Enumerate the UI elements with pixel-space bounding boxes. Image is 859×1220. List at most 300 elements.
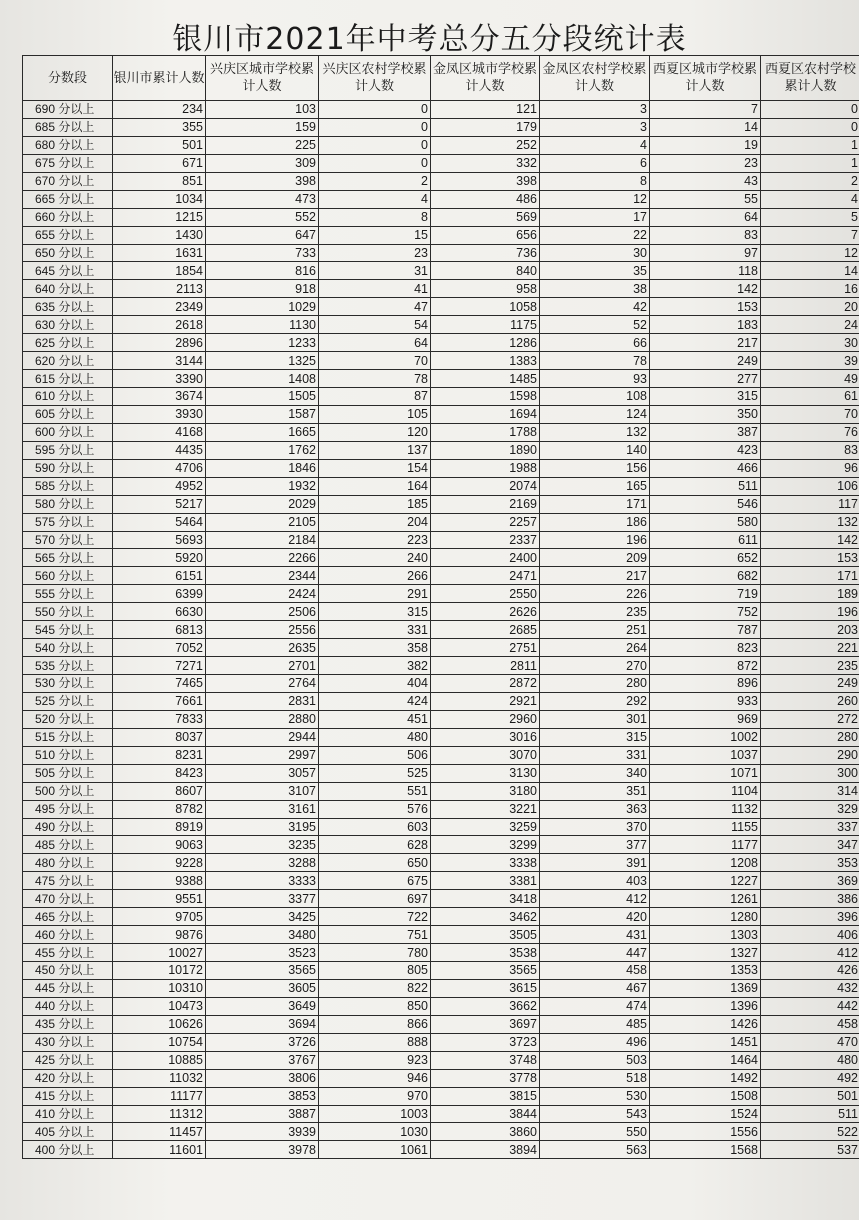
yinchuan-total-cell: 3144: [113, 352, 206, 370]
table-row: [23, 316, 859, 334]
jinfeng-rural-cell: 8: [540, 172, 650, 190]
table-row: [23, 101, 859, 119]
jinfeng-rural-cell: 485: [540, 1015, 650, 1033]
yinchuan-total-cell: 8607: [113, 782, 206, 800]
jinfeng-urban-cell: 2626: [431, 603, 540, 621]
xixia-rural-cell: 337: [761, 818, 859, 836]
jinfeng-rural-cell: 132: [540, 423, 650, 441]
xingqing-urban-cell: 2424: [206, 585, 319, 603]
table-row: [23, 370, 859, 388]
xixia-rural-cell: 235: [761, 657, 859, 675]
score-range-cell: 620 分以上: [23, 352, 113, 370]
table-row: [23, 423, 859, 441]
table-body: [23, 101, 859, 1159]
xingqing-urban-cell: 1325: [206, 352, 319, 370]
jinfeng-urban-cell: 3662: [431, 997, 540, 1015]
score-range-cell: 660 分以上: [23, 208, 113, 226]
xingqing-rural-cell: 822: [319, 979, 431, 997]
table-row: [23, 441, 859, 459]
xixia-rural-cell: 171: [761, 567, 859, 585]
yinchuan-total-cell: 3930: [113, 405, 206, 423]
score-range-cell: 560 分以上: [23, 567, 113, 585]
xixia-urban-cell: 183: [650, 316, 761, 334]
score-range-cell: 555 分以上: [23, 585, 113, 603]
jinfeng-urban-cell: 3723: [431, 1033, 540, 1051]
xixia-rural-cell: 221: [761, 639, 859, 657]
table-row: [23, 352, 859, 370]
xingqing-rural-cell: 780: [319, 944, 431, 962]
score-range-cell: 480 分以上: [23, 854, 113, 872]
score-range-cell: 450 分以上: [23, 962, 113, 980]
xixia-urban-cell: 1464: [650, 1051, 761, 1069]
score-range-cell: 535 分以上: [23, 657, 113, 675]
score-range-cell: 545 分以上: [23, 621, 113, 639]
xixia-rural-cell: 106: [761, 477, 859, 495]
xixia-urban-cell: 249: [650, 352, 761, 370]
jinfeng-rural-cell: 331: [540, 746, 650, 764]
xixia-urban-cell: 315: [650, 388, 761, 406]
table-row: [23, 639, 859, 657]
xingqing-urban-cell: 647: [206, 226, 319, 244]
xingqing-urban-cell: 3523: [206, 944, 319, 962]
jinfeng-rural-cell: 503: [540, 1051, 650, 1069]
score-range-cell: 485 分以上: [23, 836, 113, 854]
jinfeng-urban-cell: 2400: [431, 549, 540, 567]
xingqing-rural-cell: 2: [319, 172, 431, 190]
score-range-cell: 610 分以上: [23, 388, 113, 406]
table-row: [23, 1141, 859, 1159]
jinfeng-rural-cell: 431: [540, 926, 650, 944]
xingqing-rural-cell: 204: [319, 513, 431, 531]
jinfeng-rural-cell: 124: [540, 405, 650, 423]
jinfeng-urban-cell: 2257: [431, 513, 540, 531]
header-xingqing-urban: 兴庆区城市学校累计人数: [206, 56, 319, 101]
jinfeng-rural-cell: 108: [540, 388, 650, 406]
score-range-cell: 490 分以上: [23, 818, 113, 836]
jinfeng-rural-cell: 217: [540, 567, 650, 585]
xingqing-rural-cell: 64: [319, 334, 431, 352]
jinfeng-urban-cell: 3180: [431, 782, 540, 800]
xixia-rural-cell: 386: [761, 890, 859, 908]
xingqing-rural-cell: 923: [319, 1051, 431, 1069]
yinchuan-total-cell: 7271: [113, 657, 206, 675]
xixia-rural-cell: 14: [761, 262, 859, 280]
score-range-cell: 540 分以上: [23, 639, 113, 657]
xingqing-rural-cell: 805: [319, 962, 431, 980]
xingqing-urban-cell: 2764: [206, 675, 319, 693]
xixia-urban-cell: 1280: [650, 908, 761, 926]
jinfeng-rural-cell: 3: [540, 101, 650, 119]
xingqing-urban-cell: 552: [206, 208, 319, 226]
table-row: [23, 782, 859, 800]
jinfeng-rural-cell: 171: [540, 495, 650, 513]
jinfeng-urban-cell: 3462: [431, 908, 540, 926]
table-row: [23, 118, 859, 136]
jinfeng-rural-cell: 391: [540, 854, 650, 872]
score-range-cell: 405 分以上: [23, 1123, 113, 1141]
jinfeng-rural-cell: 340: [540, 764, 650, 782]
xingqing-urban-cell: 3978: [206, 1141, 319, 1159]
table-row: [23, 818, 859, 836]
table-row: [23, 531, 859, 549]
jinfeng-urban-cell: 3894: [431, 1141, 540, 1159]
jinfeng-rural-cell: 12: [540, 190, 650, 208]
jinfeng-urban-cell: 3418: [431, 890, 540, 908]
table-row: [23, 388, 859, 406]
xingqing-urban-cell: 3161: [206, 800, 319, 818]
jinfeng-urban-cell: 958: [431, 280, 540, 298]
xingqing-rural-cell: 185: [319, 495, 431, 513]
table-row: [23, 262, 859, 280]
jinfeng-rural-cell: 140: [540, 441, 650, 459]
xixia-urban-cell: 1208: [650, 854, 761, 872]
yinchuan-total-cell: 3390: [113, 370, 206, 388]
score-range-cell: 615 分以上: [23, 370, 113, 388]
xingqing-urban-cell: 3726: [206, 1033, 319, 1051]
xingqing-urban-cell: 2344: [206, 567, 319, 585]
xixia-urban-cell: 1396: [650, 997, 761, 1015]
xixia-rural-cell: 24: [761, 316, 859, 334]
score-range-cell: 460 分以上: [23, 926, 113, 944]
yinchuan-total-cell: 11032: [113, 1069, 206, 1087]
xingqing-urban-cell: 3107: [206, 782, 319, 800]
header-jinfeng-rural: 金凤区农村学校累计人数: [540, 56, 650, 101]
xingqing-rural-cell: 751: [319, 926, 431, 944]
xixia-rural-cell: 426: [761, 962, 859, 980]
xixia-urban-cell: 23: [650, 154, 761, 172]
xingqing-urban-cell: 2701: [206, 657, 319, 675]
jinfeng-urban-cell: 656: [431, 226, 540, 244]
xingqing-urban-cell: 3480: [206, 926, 319, 944]
score-range-cell: 690 分以上: [23, 101, 113, 119]
xixia-rural-cell: 396: [761, 908, 859, 926]
table-row: [23, 944, 859, 962]
table-row: [23, 854, 859, 872]
jinfeng-rural-cell: 35: [540, 262, 650, 280]
score-range-cell: 435 分以上: [23, 1015, 113, 1033]
xingqing-urban-cell: 3195: [206, 818, 319, 836]
yinchuan-total-cell: 1631: [113, 244, 206, 262]
header-jinfeng-urban: 金凤区城市学校累计人数: [431, 56, 540, 101]
score-range-cell: 650 分以上: [23, 244, 113, 262]
jinfeng-rural-cell: 52: [540, 316, 650, 334]
xixia-urban-cell: 787: [650, 621, 761, 639]
table-row: [23, 244, 859, 262]
yinchuan-total-cell: 11177: [113, 1087, 206, 1105]
xingqing-rural-cell: 0: [319, 118, 431, 136]
xixia-urban-cell: 19: [650, 136, 761, 154]
table-row: [23, 764, 859, 782]
jinfeng-urban-cell: 2074: [431, 477, 540, 495]
xingqing-rural-cell: 866: [319, 1015, 431, 1033]
xixia-rural-cell: 412: [761, 944, 859, 962]
xixia-urban-cell: 652: [650, 549, 761, 567]
header-row: [23, 56, 859, 101]
score-range-cell: 500 分以上: [23, 782, 113, 800]
jinfeng-urban-cell: 736: [431, 244, 540, 262]
score-range-cell: 600 分以上: [23, 423, 113, 441]
score-range-cell: 575 分以上: [23, 513, 113, 531]
table-row: [23, 513, 859, 531]
yinchuan-total-cell: 6813: [113, 621, 206, 639]
yinchuan-total-cell: 234: [113, 101, 206, 119]
xingqing-urban-cell: 3649: [206, 997, 319, 1015]
xixia-rural-cell: 522: [761, 1123, 859, 1141]
xingqing-rural-cell: 358: [319, 639, 431, 657]
jinfeng-rural-cell: 235: [540, 603, 650, 621]
yinchuan-total-cell: 2896: [113, 334, 206, 352]
xingqing-urban-cell: 2944: [206, 728, 319, 746]
xixia-urban-cell: 611: [650, 531, 761, 549]
jinfeng-rural-cell: 351: [540, 782, 650, 800]
header-yinchuan-total: 银川市累计人数: [113, 56, 206, 101]
jinfeng-urban-cell: 3338: [431, 854, 540, 872]
xingqing-urban-cell: 3853: [206, 1087, 319, 1105]
xixia-rural-cell: 272: [761, 710, 859, 728]
jinfeng-rural-cell: 447: [540, 944, 650, 962]
xixia-urban-cell: 1369: [650, 979, 761, 997]
yinchuan-total-cell: 10172: [113, 962, 206, 980]
yinchuan-total-cell: 8782: [113, 800, 206, 818]
xingqing-urban-cell: 1408: [206, 370, 319, 388]
score-range-cell: 505 分以上: [23, 764, 113, 782]
jinfeng-rural-cell: 186: [540, 513, 650, 531]
xixia-urban-cell: 387: [650, 423, 761, 441]
jinfeng-urban-cell: 1694: [431, 405, 540, 423]
table-row: [23, 908, 859, 926]
jinfeng-urban-cell: 840: [431, 262, 540, 280]
xixia-urban-cell: 277: [650, 370, 761, 388]
xingqing-urban-cell: 3425: [206, 908, 319, 926]
jinfeng-rural-cell: 315: [540, 728, 650, 746]
jinfeng-rural-cell: 550: [540, 1123, 650, 1141]
xingqing-rural-cell: 164: [319, 477, 431, 495]
xingqing-rural-cell: 70: [319, 352, 431, 370]
jinfeng-rural-cell: 563: [540, 1141, 650, 1159]
xingqing-urban-cell: 1130: [206, 316, 319, 334]
xingqing-rural-cell: 1030: [319, 1123, 431, 1141]
score-range-cell: 640 分以上: [23, 280, 113, 298]
xixia-urban-cell: 350: [650, 405, 761, 423]
table-header: [23, 56, 859, 101]
yinchuan-total-cell: 8231: [113, 746, 206, 764]
jinfeng-urban-cell: 1286: [431, 334, 540, 352]
xingqing-urban-cell: 2831: [206, 692, 319, 710]
xixia-rural-cell: 249: [761, 675, 859, 693]
score-range-cell: 665 分以上: [23, 190, 113, 208]
table-row: [23, 1087, 859, 1105]
score-range-cell: 470 分以上: [23, 890, 113, 908]
yinchuan-total-cell: 3674: [113, 388, 206, 406]
xixia-rural-cell: 83: [761, 441, 859, 459]
score-range-cell: 515 分以上: [23, 728, 113, 746]
xingqing-urban-cell: 1762: [206, 441, 319, 459]
jinfeng-urban-cell: 2471: [431, 567, 540, 585]
table-row: [23, 746, 859, 764]
xingqing-rural-cell: 382: [319, 657, 431, 675]
xixia-urban-cell: 1524: [650, 1105, 761, 1123]
xixia-rural-cell: 347: [761, 836, 859, 854]
xixia-urban-cell: 682: [650, 567, 761, 585]
yinchuan-total-cell: 7052: [113, 639, 206, 657]
xixia-urban-cell: 1177: [650, 836, 761, 854]
xingqing-urban-cell: 3057: [206, 764, 319, 782]
score-range-cell: 630 分以上: [23, 316, 113, 334]
xingqing-urban-cell: 3694: [206, 1015, 319, 1033]
xingqing-urban-cell: 1233: [206, 334, 319, 352]
score-range-cell: 410 分以上: [23, 1105, 113, 1123]
yinchuan-total-cell: 2618: [113, 316, 206, 334]
jinfeng-urban-cell: 121: [431, 101, 540, 119]
xixia-rural-cell: 49: [761, 370, 859, 388]
jinfeng-urban-cell: 3070: [431, 746, 540, 764]
jinfeng-rural-cell: 264: [540, 639, 650, 657]
jinfeng-rural-cell: 38: [540, 280, 650, 298]
yinchuan-total-cell: 2113: [113, 280, 206, 298]
xixia-urban-cell: 1104: [650, 782, 761, 800]
jinfeng-rural-cell: 403: [540, 872, 650, 890]
xingqing-urban-cell: 2997: [206, 746, 319, 764]
xixia-urban-cell: 1353: [650, 962, 761, 980]
xixia-rural-cell: 39: [761, 352, 859, 370]
xixia-rural-cell: 203: [761, 621, 859, 639]
jinfeng-urban-cell: 1988: [431, 459, 540, 477]
table-row: [23, 800, 859, 818]
yinchuan-total-cell: 4706: [113, 459, 206, 477]
xingqing-urban-cell: 1505: [206, 388, 319, 406]
score-range-cell: 415 分以上: [23, 1087, 113, 1105]
yinchuan-total-cell: 10626: [113, 1015, 206, 1033]
xingqing-rural-cell: 506: [319, 746, 431, 764]
yinchuan-total-cell: 4952: [113, 477, 206, 495]
xingqing-rural-cell: 1003: [319, 1105, 431, 1123]
xixia-urban-cell: 1037: [650, 746, 761, 764]
score-range-cell: 570 分以上: [23, 531, 113, 549]
table-row: [23, 549, 859, 567]
xixia-urban-cell: 1002: [650, 728, 761, 746]
table-row: [23, 997, 859, 1015]
score-range-cell: 445 分以上: [23, 979, 113, 997]
score-range-cell: 465 分以上: [23, 908, 113, 926]
xixia-urban-cell: 896: [650, 675, 761, 693]
table-row: [23, 459, 859, 477]
score-range-cell: 685 分以上: [23, 118, 113, 136]
table-row: [23, 226, 859, 244]
xingqing-urban-cell: 3767: [206, 1051, 319, 1069]
jinfeng-rural-cell: 17: [540, 208, 650, 226]
jinfeng-urban-cell: 3697: [431, 1015, 540, 1033]
xingqing-urban-cell: 3333: [206, 872, 319, 890]
xingqing-urban-cell: 2635: [206, 639, 319, 657]
xixia-rural-cell: 117: [761, 495, 859, 513]
score-range-cell: 645 分以上: [23, 262, 113, 280]
yinchuan-total-cell: 11312: [113, 1105, 206, 1123]
table-row: [23, 477, 859, 495]
table-row: [23, 728, 859, 746]
score-range-cell: 580 分以上: [23, 495, 113, 513]
score-range-cell: 670 分以上: [23, 172, 113, 190]
yinchuan-total-cell: 10473: [113, 997, 206, 1015]
yinchuan-total-cell: 7833: [113, 710, 206, 728]
yinchuan-total-cell: 355: [113, 118, 206, 136]
yinchuan-total-cell: 9876: [113, 926, 206, 944]
xixia-rural-cell: 96: [761, 459, 859, 477]
yinchuan-total-cell: 10885: [113, 1051, 206, 1069]
table-row: [23, 190, 859, 208]
header-score-range: 分数段: [23, 56, 113, 101]
xixia-urban-cell: 1227: [650, 872, 761, 890]
score-range-cell: 520 分以上: [23, 710, 113, 728]
table-row: [23, 675, 859, 693]
xingqing-rural-cell: 404: [319, 675, 431, 693]
xixia-rural-cell: 353: [761, 854, 859, 872]
yinchuan-total-cell: 6399: [113, 585, 206, 603]
xingqing-urban-cell: 2506: [206, 603, 319, 621]
jinfeng-rural-cell: 226: [540, 585, 650, 603]
yinchuan-total-cell: 10310: [113, 979, 206, 997]
yinchuan-total-cell: 2349: [113, 298, 206, 316]
xingqing-rural-cell: 23: [319, 244, 431, 262]
jinfeng-rural-cell: 543: [540, 1105, 650, 1123]
yinchuan-total-cell: 851: [113, 172, 206, 190]
jinfeng-urban-cell: 2811: [431, 657, 540, 675]
yinchuan-total-cell: 4435: [113, 441, 206, 459]
xixia-urban-cell: 1132: [650, 800, 761, 818]
score-range-cell: 420 分以上: [23, 1069, 113, 1087]
xingqing-rural-cell: 154: [319, 459, 431, 477]
yinchuan-total-cell: 9228: [113, 854, 206, 872]
xixia-rural-cell: 196: [761, 603, 859, 621]
xixia-rural-cell: 511: [761, 1105, 859, 1123]
xingqing-urban-cell: 103: [206, 101, 319, 119]
jinfeng-rural-cell: 93: [540, 370, 650, 388]
yinchuan-total-cell: 5464: [113, 513, 206, 531]
table-row: [23, 692, 859, 710]
jinfeng-urban-cell: 3565: [431, 962, 540, 980]
score-range-cell: 525 分以上: [23, 692, 113, 710]
score-range-cell: 425 分以上: [23, 1051, 113, 1069]
xingqing-urban-cell: 2105: [206, 513, 319, 531]
xixia-rural-cell: 5: [761, 208, 859, 226]
xingqing-urban-cell: 1029: [206, 298, 319, 316]
xingqing-urban-cell: 2556: [206, 621, 319, 639]
xixia-urban-cell: 64: [650, 208, 761, 226]
xingqing-rural-cell: 480: [319, 728, 431, 746]
xingqing-rural-cell: 0: [319, 154, 431, 172]
jinfeng-rural-cell: 196: [540, 531, 650, 549]
table-title: 银川市2021年中考总分五分段统计表: [172, 22, 687, 57]
table-row: [23, 136, 859, 154]
jinfeng-rural-cell: 156: [540, 459, 650, 477]
xixia-rural-cell: 7: [761, 226, 859, 244]
xingqing-rural-cell: 137: [319, 441, 431, 459]
jinfeng-rural-cell: 301: [540, 710, 650, 728]
xixia-urban-cell: 1556: [650, 1123, 761, 1141]
xingqing-rural-cell: 54: [319, 316, 431, 334]
xingqing-urban-cell: 159: [206, 118, 319, 136]
xixia-rural-cell: 492: [761, 1069, 859, 1087]
xingqing-urban-cell: 1665: [206, 423, 319, 441]
xingqing-rural-cell: 525: [319, 764, 431, 782]
jinfeng-rural-cell: 209: [540, 549, 650, 567]
table-row: [23, 962, 859, 980]
xixia-rural-cell: 12: [761, 244, 859, 262]
jinfeng-urban-cell: 3381: [431, 872, 540, 890]
score-range-cell: 530 分以上: [23, 675, 113, 693]
xingqing-rural-cell: 78: [319, 370, 431, 388]
score-range-cell: 455 分以上: [23, 944, 113, 962]
xingqing-urban-cell: 2184: [206, 531, 319, 549]
